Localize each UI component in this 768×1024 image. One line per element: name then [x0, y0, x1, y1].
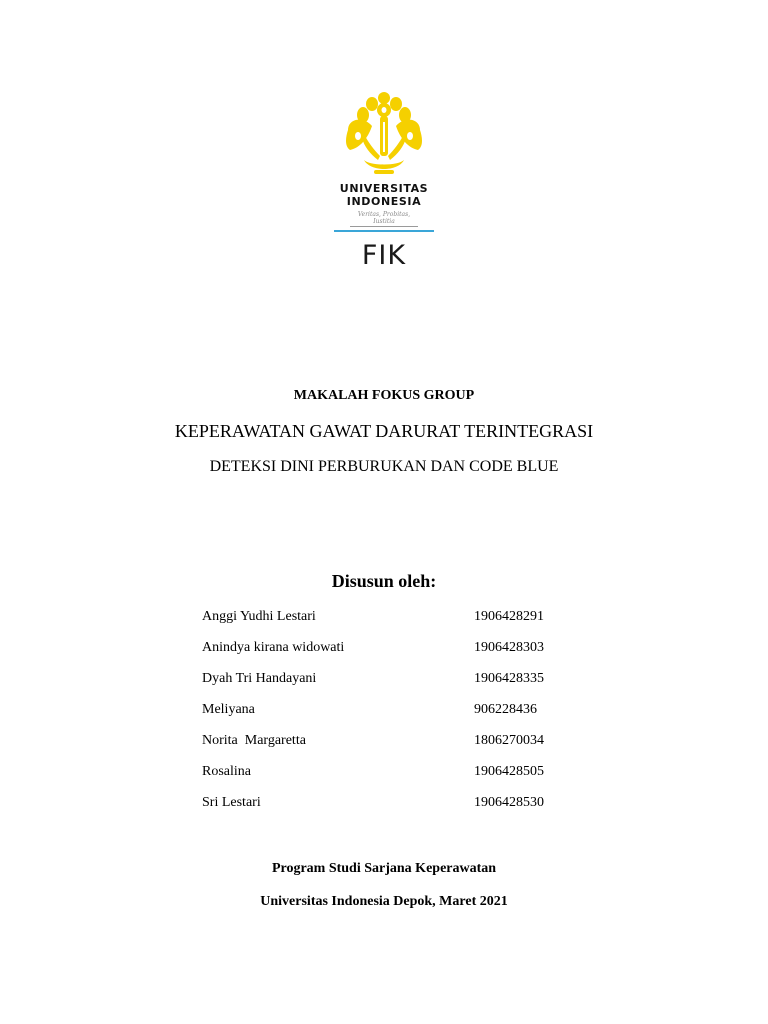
university-name-line2: INDONESIA [346, 195, 422, 208]
member-list [202, 609, 602, 826]
member-id: 1806270034 [474, 733, 544, 748]
member-name: Rosalina [202, 764, 251, 779]
member-row [202, 702, 602, 733]
member-id: 1906428505 [474, 764, 544, 779]
document-title-line2: DETEKSI DINI PERBURUKAN DAN CODE BLUE [209, 458, 559, 475]
member-id: 906228436 [474, 702, 537, 717]
study-program: Program Studi Sarjana Keperawatan [271, 861, 497, 876]
member-row [202, 733, 602, 764]
member-id: 1906428335 [474, 671, 544, 686]
place-and-date: Universitas Indonesia Depok, Maret 2021 [260, 894, 508, 909]
member-id: 1906428291 [474, 609, 544, 624]
member-name: Norita Margaretta [202, 733, 306, 748]
member-name: Sri Lestari [202, 795, 261, 810]
university-logo [334, 90, 434, 280]
member-row [202, 795, 602, 826]
member-row [202, 671, 602, 702]
member-id: 1906428530 [474, 795, 544, 810]
logo-divider [334, 230, 434, 232]
member-name: Meliyana [202, 702, 255, 717]
university-motto: Veritas, Probitas, Iustitia [350, 211, 418, 227]
member-name: Anggi Yudhi Lestari [202, 609, 316, 624]
document-title-line1: KEPERAWATAN GAWAT DARURAT TERINTEGRASI [174, 421, 594, 441]
document-type: MAKALAH FOKUS GROUP [293, 388, 475, 403]
member-row [202, 640, 602, 671]
member-name: Dyah Tri Handayani [202, 671, 317, 686]
authored-by-heading: Disusun oleh: [331, 571, 437, 591]
university-name-line1: UNIVERSITAS [339, 182, 429, 195]
member-id: 1906428303 [474, 640, 544, 655]
faculty-abbreviation: FIK [361, 240, 407, 271]
member-row [202, 764, 602, 795]
member-row [202, 609, 602, 640]
makara-emblem-icon [334, 90, 434, 180]
member-name: Anindya kirana widowati [202, 640, 345, 655]
